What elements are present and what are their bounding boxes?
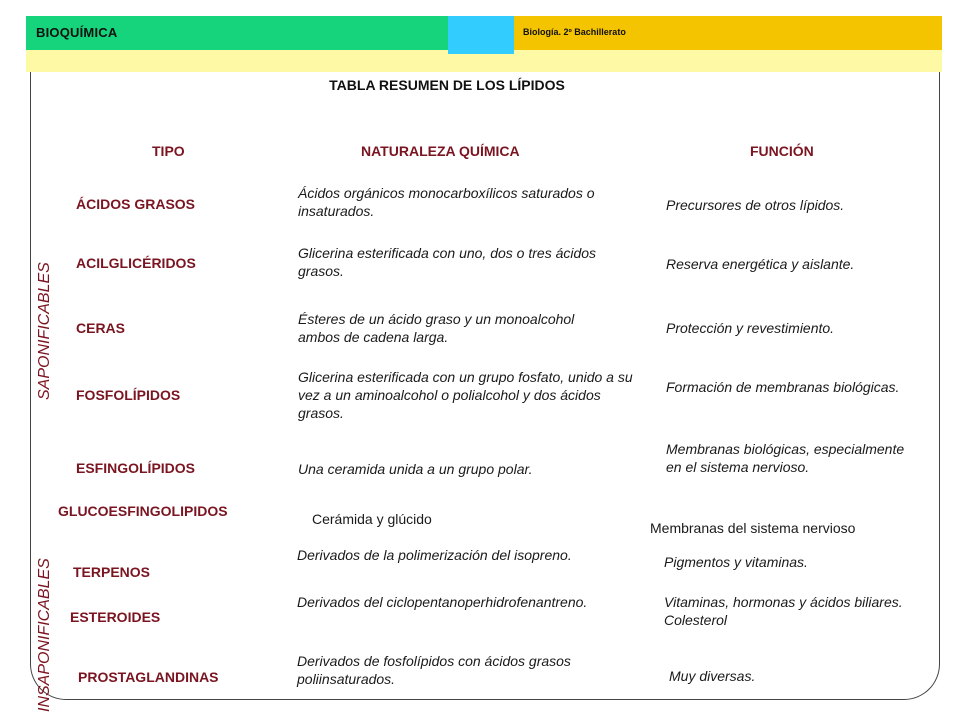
- row-funcion: Muy diversas.: [669, 668, 756, 684]
- row-funcion: Precursores de otros lípidos.: [666, 197, 845, 213]
- row-naturaleza: Derivados del ciclopentanoperhidrofenantreno.: [297, 594, 588, 610]
- row-tipo: FOSFOLÍPIDOS: [76, 387, 181, 403]
- row-tipo: ACILGLICÉRIDOS: [76, 255, 196, 271]
- row-tipo: PROSTAGLANDINAS: [78, 669, 219, 685]
- header-bar-blue: [448, 16, 514, 54]
- row-tipo: CERAS: [76, 320, 126, 336]
- row-naturaleza: Ésteres de un ácido graso y un monoalcohol ambos de cadena larga.: [298, 311, 575, 345]
- course-label: Biología. 2º Bachillerato: [523, 27, 626, 37]
- row-funcion: Vitaminas, hormonas y ácidos biliares. Colesterol: [664, 594, 903, 628]
- row-tipo: ESFINGOLÍPIDOS: [76, 460, 196, 476]
- row-naturaleza: Cerámida y glúcido: [312, 511, 432, 527]
- row-funcion: Protección y revestimiento.: [666, 320, 835, 336]
- row-naturaleza: Ácidos orgánicos monocarboxílicos saturados o insaturados.: [298, 185, 595, 219]
- group-label-saponificables: SAPONIFICABLES: [36, 262, 53, 400]
- column-header-naturaleza: NATURALEZA QUÍMICA: [361, 143, 520, 159]
- row-naturaleza: Una ceramida unida a un grupo polar.: [298, 461, 533, 477]
- row-funcion: Membranas del sistema nervioso: [650, 520, 856, 536]
- group-label-insaponificables: INSAPONIFICABLES: [36, 558, 53, 712]
- row-tipo: GLUCOESFINGOLIPIDOS: [58, 503, 228, 519]
- row-funcion: Membranas biológicas, especialmente en el sistema nervioso.: [666, 441, 905, 475]
- page-title: TABLA RESUMEN DE LOS LÍPIDOS: [329, 77, 565, 93]
- row-funcion: Formación de membranas biológicas.: [666, 379, 900, 395]
- row-funcion: Reserva energética y aislante.: [666, 256, 855, 272]
- subject-label: BIOQUÍMICA: [36, 25, 118, 40]
- row-naturaleza: Derivados de fosfolípidos con ácidos grasos poliinsaturados.: [297, 653, 571, 687]
- row-tipo: ESTEROIDES: [70, 609, 161, 625]
- column-header-tipo: TIPO: [152, 143, 185, 159]
- row-tipo: TERPENOS: [73, 564, 151, 580]
- row-naturaleza: Glicerina esterificada con un grupo fosfato, unido a su vez a un aminoalcohol o polialcohol y dos ácidos grasos.: [298, 369, 633, 421]
- row-naturaleza: Glicerina esterificada con uno, dos o tres ácidos grasos.: [298, 245, 597, 279]
- row-tipo: ÁCIDOS GRASOS: [76, 196, 196, 212]
- row-naturaleza: Derivados de la polimerización del isopreno.: [297, 547, 572, 563]
- row-funcion: Pigmentos y vitaminas.: [664, 554, 808, 570]
- column-header-funcion: FUNCIÓN: [750, 143, 814, 159]
